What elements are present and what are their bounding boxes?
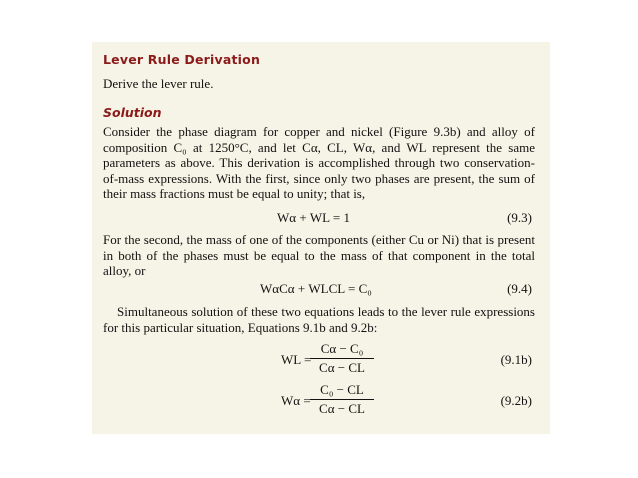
paragraph-1: Consider the phase diagram for copper and nickel (Figure 9.3b) and alloy of composition C₀ at 1250°C, and let Cα, CL, Wα, and WL represent the same parameters as above. This derivation is accomplished through two conservation-of-mass expressions. With the first, since only two phases are present, the sum of their mass fractions must be equal to unity; that is, bbox=[103, 124, 535, 202]
equation-9-2b-fraction bbox=[310, 382, 374, 417]
equation-9-1b-numerator: Cα − C₀ bbox=[320, 341, 364, 356]
paragraph-2: For the second, the mass of one of the components (either Cu or Ni) that is present in both of the phases must be equal to the mass of that component in the total alloy, or bbox=[103, 232, 535, 279]
paragraph-3: Simultaneous solution of these two equations leads to the lever rule expressions for this particular situation, Equations 9.1b and 9.2b: bbox=[103, 304, 535, 335]
equation-number-9-4: (9.4) bbox=[507, 281, 532, 296]
equation-number-9-1b: (9.1b) bbox=[500, 352, 532, 367]
equation-number-9-2b: (9.2b) bbox=[500, 393, 532, 408]
fraction-bar bbox=[310, 358, 374, 359]
equation-9-2b-numerator: C₀ − CL bbox=[320, 382, 364, 397]
solution-heading: Solution bbox=[103, 105, 162, 120]
equation-9-1b-lhs-text: WL bbox=[281, 352, 301, 367]
equation-9-3: Wα + WL = 1 bbox=[277, 210, 350, 225]
equation-number-9-3: (9.3) bbox=[507, 210, 532, 225]
equation-9-1b-fraction bbox=[310, 341, 374, 376]
fraction-bar bbox=[310, 399, 374, 400]
equation-9-2b-lhs-text: Wα bbox=[281, 393, 301, 408]
equation-9-2b-lhs: Wα = bbox=[281, 393, 311, 408]
section-title: Lever Rule Derivation bbox=[103, 52, 261, 67]
task-text: Derive the lever rule. bbox=[103, 76, 214, 91]
equation-9-2b-denominator: Cα − CL bbox=[319, 401, 365, 416]
equation-9-1b-denominator: Cα − CL bbox=[319, 360, 365, 375]
equation-9-1b-lhs: WL = bbox=[281, 352, 312, 367]
equation-9-4: WαCα + WLCL = C₀ bbox=[260, 281, 372, 296]
